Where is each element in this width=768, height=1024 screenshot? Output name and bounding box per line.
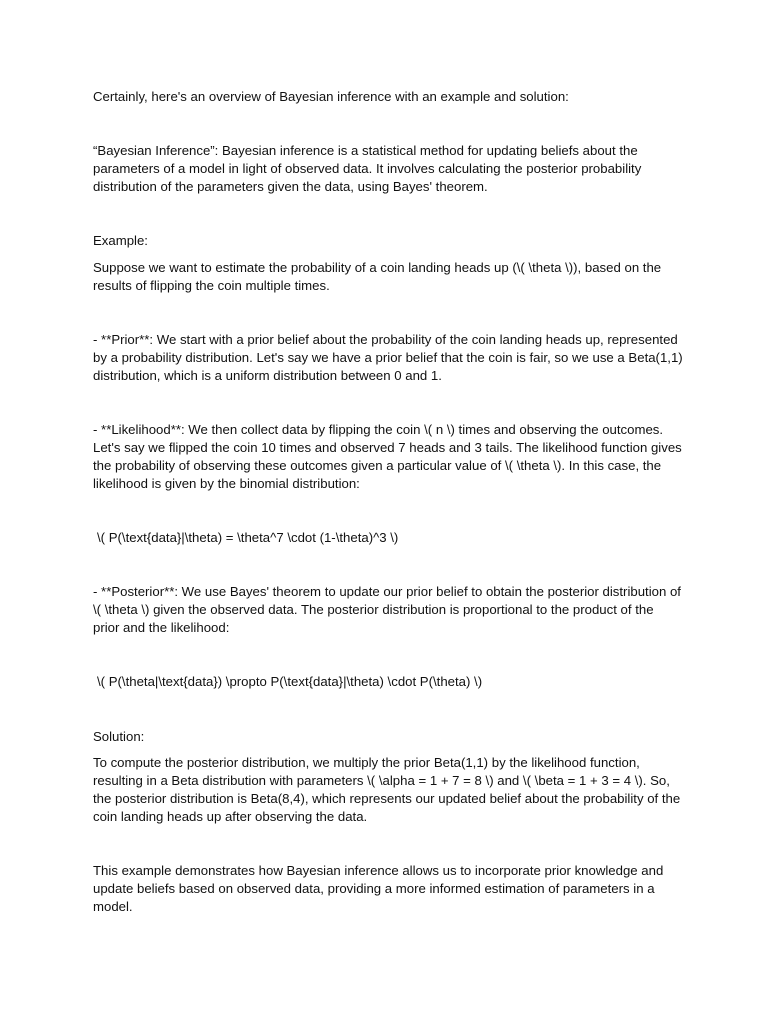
intro-paragraph: Certainly, here's an overview of Bayesian inference with an example and solution: <box>93 89 569 104</box>
example-paragraph: Suppose we want to estimate the probability of a coin landing heads up (\( \theta \)), based on the results of flipping the coin multiple times. <box>93 260 662 293</box>
solution-paragraph: To compute the posterior distribution, we multiply the prior Beta(1,1) by the likelihood function, resulting in a Beta distribution with parameters \( \alpha = 1 + 7 = 8 \) and \( \beta = 1 + 3 = 4 \). So, the posterior distribution is Beta(8,4), which represents our updated belief about the probability of the coin landing heads up after observing the data. <box>93 755 681 824</box>
conclusion-paragraph: This example demonstrates how Bayesian inference allows us to incorporate prior knowledge and update beliefs based on observed data, providing a more informed estimation of parameters in a model. <box>93 863 664 914</box>
prior-paragraph: - **Prior**: We start with a prior belief about the probability of the coin landing heads up, represented by a probability distribution. Let's say we have a prior belief that the coin is fair, so we use a Beta(1,1) distribution, which is a uniform distribution between 0 and 1. <box>93 332 683 383</box>
posterior-formula: \( P(\theta|\text{data}) \propto P(\text{data}|\theta) \cdot P(\theta) \) <box>97 674 483 689</box>
definition-paragraph: “Bayesian Inference”: Bayesian inference is a statistical method for updating beliefs about the parameters of a model in light of observed data. It involves calculating the posterior probability distribution of the parameters given the data, using Bayes' theorem. <box>93 143 642 194</box>
likelihood-paragraph: - **Likelihood**: We then collect data by flipping the coin \( n \) times and observing the outcomes. Let's say we flipped the coin 10 times and observed 7 heads and 3 tails. The likelihood function gives the probability of observing these outcomes given a particular value of \( \theta \). In this case, the likelihood is given by the binomial distribution: <box>93 422 682 491</box>
example-heading: Example: <box>93 233 148 248</box>
solution-heading: Solution: <box>93 729 145 744</box>
posterior-paragraph: - **Posterior**: We use Bayes' theorem to update our prior belief to obtain the posterior distribution of \( \theta \) given the observed data. The posterior distribution is proportional to the product of the prior and the likelihood: <box>93 584 681 635</box>
likelihood-formula: \( P(\text{data}|\theta) = \theta^7 \cdot (1-\theta)^3 \) <box>97 530 399 545</box>
